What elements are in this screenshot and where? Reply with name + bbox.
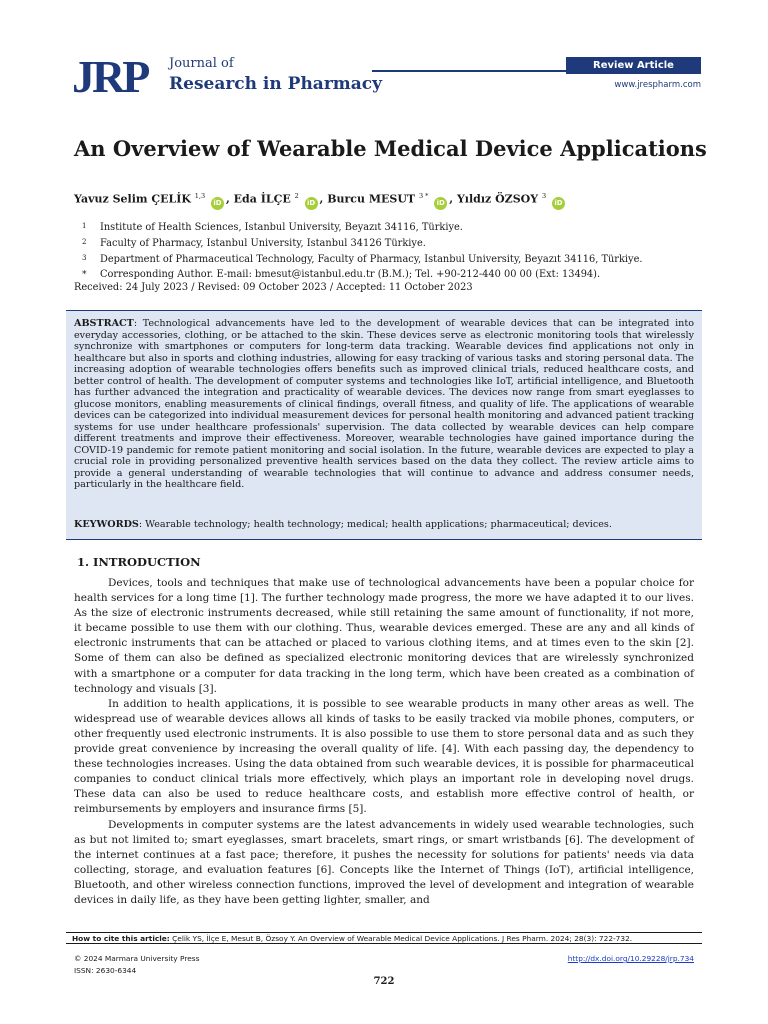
abstract [74, 318, 694, 491]
logo-text: JRP [72, 54, 148, 96]
affiliation-text: Corresponding Author. E-mail: bmesut@istanbul.edu.tr (B.M.); Tel. +90-212-440 00 00 (Ext: 13494). [100, 268, 601, 280]
author-affil-marker: 2 [294, 192, 299, 200]
abstract-label: ABSTRACT [74, 318, 134, 329]
corresponding-author [82, 268, 642, 282]
orcid-icon[interactable]: iD [305, 197, 318, 210]
article-dates: Received: 24 July 2023 / Revised: 09 October 2023 / Accepted: 11 October 2023 [74, 282, 473, 293]
affiliation-marker: * [82, 269, 87, 280]
section-heading: 1. INTRODUCTION [77, 555, 201, 569]
citation-label: How to cite this article: [72, 934, 170, 943]
paragraph: Devices, tools and techniques that make use of technological advancements have been a popular choice for health services for a long time [1]. The further technology made progress, the more we have adapted it to our lives. As the size of electronic instruments decreased, while still retaining the same amount of functionality, if not more, it became possible to use them with our clothing. Thus, wearable devices emerged. These are any and all kinds of electronic instruments that can be attached or placed to various clothing items, and at times even to the skin [2]. Some of them can also be defined as specialized electronic monitoring devices that are wirelessly synchronized with a smartphone or a computer for data tracking in the long term, which have been created as a combination of technology and visuals [3]. [74, 577, 694, 695]
affiliation-text: Faculty of Pharmacy, Istanbul University, Istanbul 34126 Türkiye. [100, 238, 426, 250]
affiliation-marker: 1 [82, 222, 87, 230]
author-name: Yavuz Selim ÇELİK [74, 192, 191, 206]
affiliation-text: Institute of Health Sciences, Istanbul University, Beyazıt 34116, Türkiye. [100, 222, 463, 233]
affiliation-marker: 3 [82, 254, 87, 263]
issn: ISSN: 2630-6344 [74, 966, 137, 975]
copyright: © 2024 Marmara University Press [74, 954, 200, 963]
affiliation-item [82, 219, 642, 235]
author-affil-marker: 3 * [418, 192, 429, 200]
journal-name-line2: Research in Pharmacy [169, 74, 383, 94]
abstract-text: : Technological advancements have led to the development of wearable devices that can be integrated into everyday accessories, clothing, or be attached to the skin. These devices serve as electronic monitoring tools that wirelessly synchronize with smartphones or computers for long-term data tracking. Wearable devices find applications not only in healthcare but also in sports and clothing industries, allowing for easy tracking of various tasks and storing personal data. The increasing adoption of wearable technologies offers benefits such as improved clinical trials, reduced healthcare costs, and better control of health. The development of computer systems and technologies like IoT, artificial intelligence, and Bluetooth has further advanced the integration and practicality of wearable devices. The devices now range from smart eyeglasses to glucose monitors, enabling measurements of clinical findings, overall fitness, and quality of life. The applications of wearable devices can be categorized into individual measurement devices for personal health monitoring and advanced patient tracking systems for use under healthcare professionals' supervision. The data collected by wearable devices can help compare different treatments and improve their effectiveness. Moreover, wearable technologies have gained importance during the COVID-19 pandemic for remote patient monitoring and social isolation. In the future, wearable devices are expected to play a crucial role in providing personalized preventive health services based on the data they collect. The review article aims to provide a general understanding of wearable technologies that will continue to advance and address consumer needs, particularly in the healthcare field. [74, 318, 694, 490]
page-number: 722 [373, 976, 395, 987]
author-affil-marker: 3 [541, 192, 547, 200]
orcid-icon[interactable]: iD [434, 197, 447, 210]
paragraph: In addition to health applications, it is possible to see wearable products in many other areas as well. The widespread use of wearable devices allows all kinds of tasks to be easily tracked via mobile phones, computers, or other frequently used electronic instruments. It is also possible to use them to store personal data and as such they provide great convenience by increasing the overall quality of life. [4]. With each passing day, the dependency to these technologies increases. Using the data obtained from such wearable devices, it is possible for pharmaceutical companies to conduct clinical trials more effectively, which plays an important role in developing novel drugs. These data can also be used to reduce healthcare costs, and establish more effective control of health, or reimbursements by employers and insurance firms [5]. [74, 697, 694, 816]
author-name: Burcu MESUT [327, 192, 416, 206]
article-title: An Overview of Wearable Medical Device Applications [74, 136, 707, 161]
affiliation-item [82, 235, 642, 251]
citation-box [66, 932, 702, 944]
affiliation-text: Department of Pharmaceutical Technology, Faculty of Pharmacy, Istanbul University, Beyazıt 34116, Türkiye. [100, 254, 643, 266]
citation-text: Çelik YS, İlçe E, Mesut B, Özsoy Y. An Overview of Wearable Medical Device Applications. J Res Pharm. 2024; 28(3): 722-732. [169, 934, 633, 943]
author-name: Yıldız ÖZSOY [456, 192, 539, 206]
doi-link[interactable]: http://dx.doi.org/10.29228/jrp.734 [567, 954, 694, 963]
affiliation-list [82, 219, 642, 282]
author-list: Yavuz Selim ÇELİK $^{1,3}$ iD , Eda İLÇE $^2$ iD , Burcu MESUT $^{3 *}$ iD , Yıldız ÖZSOY $^3$ iD [74, 188, 567, 210]
author-affil-marker: 1,3 [194, 192, 206, 200]
keywords-text: : Wearable technology; health technology; medical; health applications; pharmaceutical; devices. [138, 519, 612, 530]
journal-name-line1: Journal of [169, 56, 234, 71]
journal-website-link[interactable]: www.jrespharm.com [614, 80, 701, 90]
orcid-icon[interactable]: iD [552, 197, 565, 210]
affiliation-marker: 2 [82, 238, 87, 247]
body-text [74, 576, 694, 908]
affiliation-item [82, 251, 642, 267]
keywords [74, 519, 694, 530]
orcid-icon[interactable]: iD [211, 197, 224, 210]
journal-logo [72, 54, 156, 96]
keywords-label: KEYWORDS [74, 519, 139, 530]
article-type-badge: Review Article [566, 57, 701, 74]
author-name: Eda İLÇE [233, 192, 291, 206]
paragraph: Developments in computer systems are the latest advancements in widely used wearable technologies, such as but not limited to; smart eyeglasses, smart bracelets, smart rings, or smart wristbands [6]. The development of the internet continues at a fast pace; therefore, it pushes the necessity for solutions for patients' needs via data collecting, storage, and evaluation features [6]. Concepts like the Internet of Things (IoT), artificial intelligence, Bluetooth, and other wireless connection functions, improved the level of development and integration of wearable devices in daily life, as they have been getting lighter, smaller, and [74, 818, 694, 906]
